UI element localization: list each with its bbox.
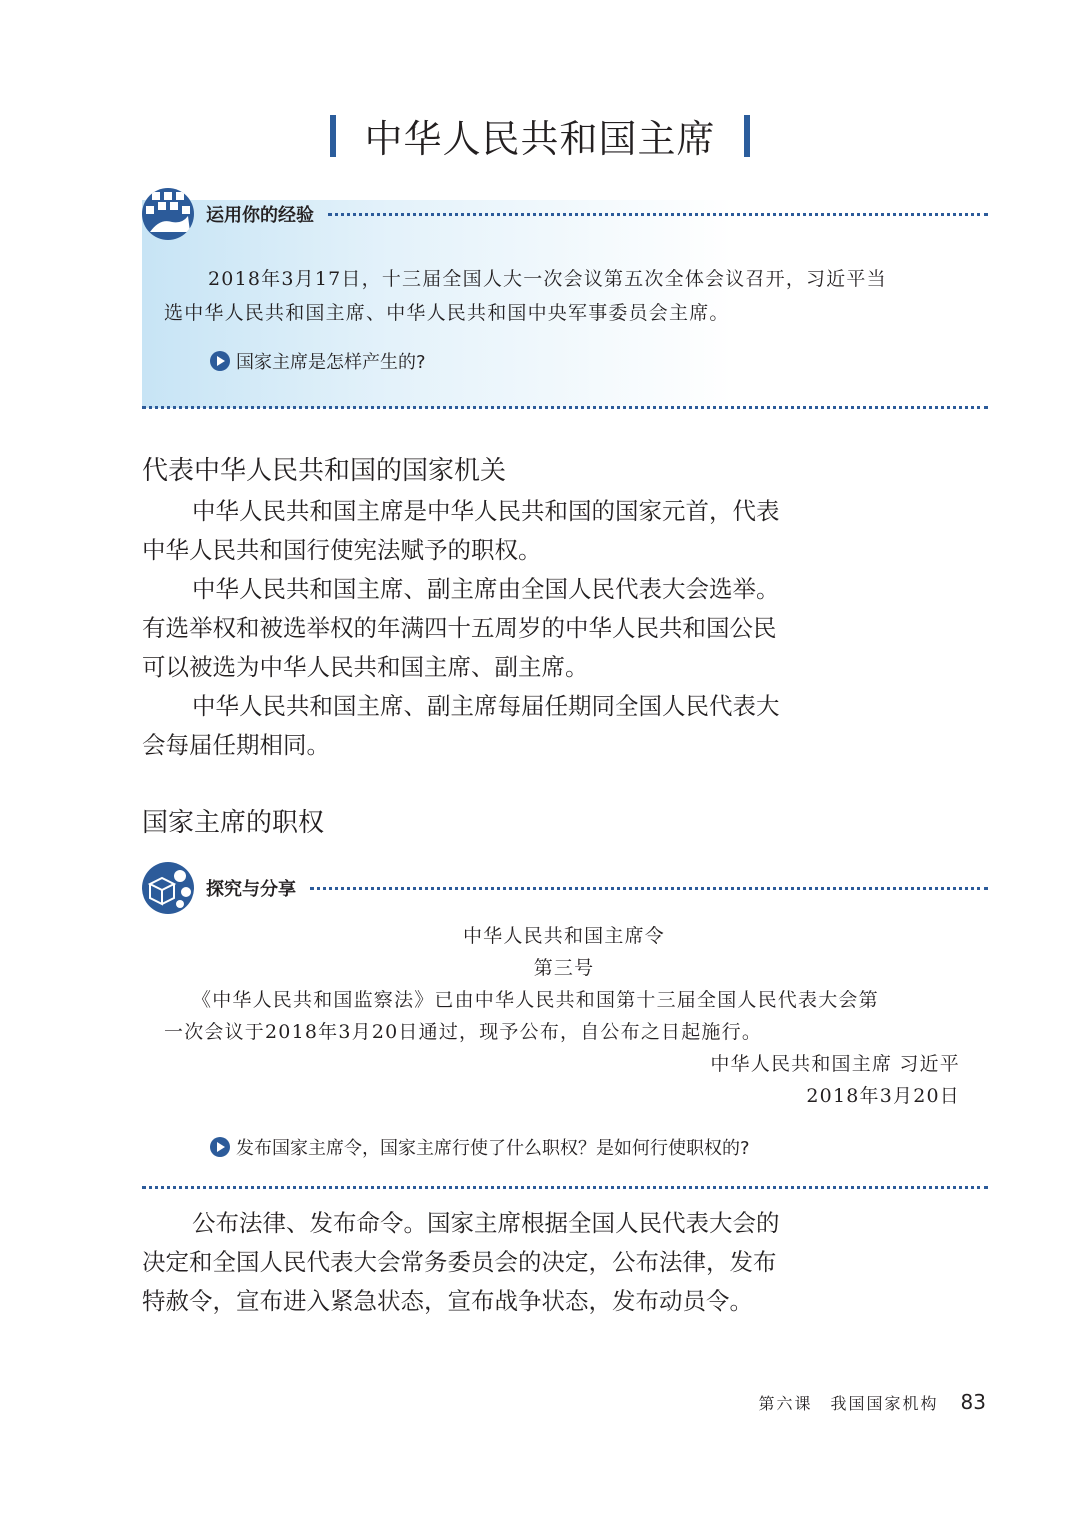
experience-line-2: 选中华人民共和国主席、中华人民共和国中央军事委员会主席。 xyxy=(164,302,730,324)
section1-paragraph-1: 中华人民共和国主席是中华人民共和国的国家元首，代表中华人民共和国行使宪法赋予的职权。 xyxy=(142,497,780,564)
experience-question-text: 国家主席是怎样产生的? xyxy=(236,352,426,373)
page-footer xyxy=(759,1390,986,1414)
page-number: 83 xyxy=(960,1390,986,1414)
decree-number: 第三号 xyxy=(533,957,595,979)
explore-dotted-line xyxy=(310,887,988,890)
footer-chapter: 第六课 我国国家机构 xyxy=(758,1394,939,1413)
page-title: 中华人民共和国主席 xyxy=(364,117,716,161)
cube-share-icon xyxy=(142,862,194,914)
experience-question xyxy=(210,348,426,374)
decree-line-1: 《中华人民共和国监察法》已由中华人民共和国第十三届全国人民代表大会第 xyxy=(192,989,879,1011)
experience-icon xyxy=(142,188,194,240)
explore-question-text: 发布国家主席令，国家主席行使了什么职权？是如何行使职权的? xyxy=(236,1138,750,1159)
experience-label: 运用你的经验 xyxy=(206,205,314,226)
page-title-wrap xyxy=(0,108,1080,163)
decree-signature: 中华人民共和国主席 习近平 xyxy=(710,1053,960,1075)
experience-dotted-line xyxy=(328,213,988,216)
section1-paragraph-3: 中华人民共和国主席、副主席每届任期同全国人民代表大会每届任期相同。 xyxy=(142,692,780,759)
closing-paragraph: 公布法律、发布命令。国家主席根据全国人民代表大会的决定和全国人民代表大会常务委员会的决定，公布法律，发布特赦令，宣布进入紧急状态，宣布战争状态，发布动员令。 xyxy=(142,1209,780,1315)
experience-bottom-divider xyxy=(142,406,988,409)
decree-title: 中华人民共和国主席令 xyxy=(462,925,665,947)
decree-line-2: 一次会议于2018年3月20日通过，现予公布，自公布之日起施行。 xyxy=(164,1021,763,1043)
title-bar-left xyxy=(330,115,336,157)
section1-body xyxy=(142,492,782,765)
explore-label: 探究与分享 xyxy=(206,879,296,900)
experience-header xyxy=(142,188,988,240)
experience-line-1: 2018年3月17日，十三届全国人大一次会议第五次全体会议召开，习近平当 xyxy=(208,268,887,290)
closing-body xyxy=(142,1204,782,1321)
play-arrow-icon xyxy=(210,1137,230,1157)
explore-header xyxy=(142,862,988,914)
decree-date: 2018年3月20日 xyxy=(806,1085,960,1107)
explore-bottom-divider xyxy=(142,1186,988,1189)
explore-question xyxy=(210,1134,750,1160)
title-bar-right xyxy=(744,115,750,157)
section1-heading: 代表中华人民共和国的国家机关 xyxy=(142,456,507,486)
section1-paragraph-2: 中华人民共和国主席、副主席由全国人民代表大会选举。有选举权和被选举权的年满四十五周岁的中华人民共和国公民可以被选为中华人民共和国主席、副主席。 xyxy=(142,575,780,681)
play-arrow-icon xyxy=(210,351,230,371)
section2-heading: 国家主席的职权 xyxy=(142,808,325,838)
